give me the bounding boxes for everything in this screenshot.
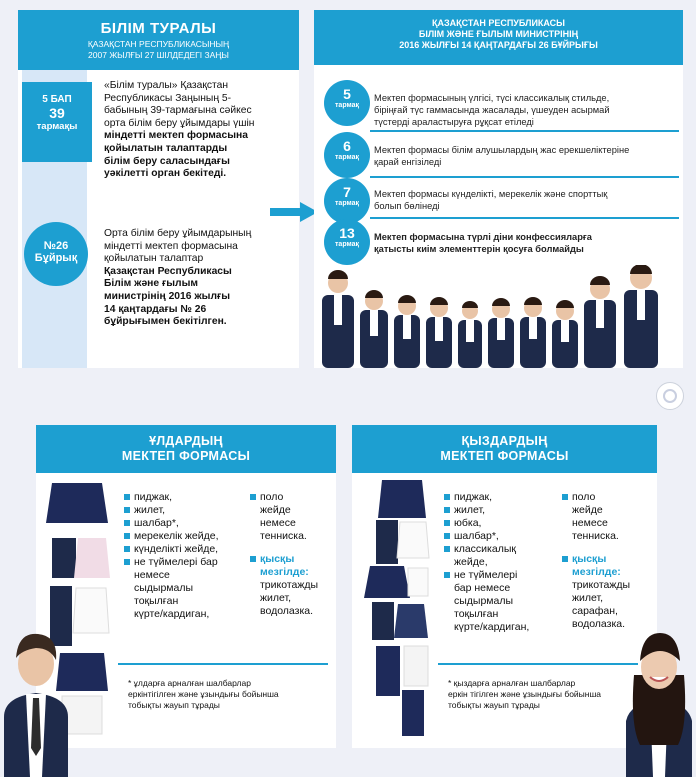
divider (370, 176, 679, 178)
clause-number: 6 (343, 138, 351, 154)
law-card (18, 10, 299, 368)
bold-line: 14 қаңтардағы № 26 (104, 303, 207, 315)
season-list: трикотажды жилет, сарафан, водолазка. (572, 579, 631, 630)
girls-footnote: * қыздарға арналған шалбарлар еркін тігілген және ұзындығы бойынша тобықты жауып тұрады (448, 678, 602, 710)
boy-portrait (0, 628, 72, 777)
text-line: қарай енгізіледі (374, 157, 442, 167)
clause-text (374, 144, 674, 168)
text-line: болып бөлінеді (374, 201, 440, 211)
clause-number: 13 (339, 225, 355, 241)
boys-footnote: * ұлдарға арналған шалбарлар еркінтігілген және ұзындығы бойынша тобықты жауып тұрады (128, 678, 279, 710)
list-item: не түймелері бар немесе сыдырмалы тоқылған күрте/кардиган, (444, 569, 529, 634)
text-line: міндетті мектеп формасына (104, 240, 238, 252)
text-line: Республикасы Заңының 5- (104, 92, 232, 104)
chapter-badge (22, 82, 92, 162)
divider (370, 130, 679, 132)
bold-line: министрінің 2016 жылғы (104, 290, 231, 302)
list-item: шалбар*, (124, 517, 219, 530)
text-line: Мектеп формасына түрлі діни конфессияларға (374, 232, 592, 242)
text-line: Мектеп формасы білім алушылардың жас ерекшеліктеріне (374, 145, 630, 155)
list-item: мерекелік жейде, (124, 530, 219, 543)
bold-line: қойылатын талаптарды (104, 142, 228, 154)
order-header-1: ҚАЗАҚСТАН РЕСПУБЛИКАСЫ (431, 18, 565, 28)
boys-uniform-card (36, 425, 336, 748)
dots-icon (657, 383, 683, 409)
law-paragraph-1 (104, 80, 289, 181)
order-card-header (314, 10, 683, 65)
bold-line: білім беру саласындағы (104, 155, 230, 167)
list-item: поло жейде немесе тенниска. (250, 491, 318, 543)
text-line: «Білім туралы» Қазақстан (104, 80, 229, 91)
clause-text (374, 92, 674, 128)
law-card-subtitle-2: 2007 ЖЫЛҒЫ 27 ШІЛДЕДЕГІ ЗАҢЫ (88, 50, 229, 60)
clause-number: 7 (343, 184, 351, 200)
students-photo (318, 265, 678, 368)
season-label: қысқы мезгілде: (562, 553, 630, 579)
order-header-3: 2016 ЖЫЛҒЫ 14 ҚАҢТАРДАҒЫ 26 БҰЙРЫҒЫ (399, 40, 598, 50)
girls-main-list (444, 491, 529, 634)
girls-uniform-card (352, 425, 657, 748)
list-item: юбка, (444, 517, 529, 530)
clause-word: тармақ (335, 102, 359, 109)
divider (438, 663, 638, 665)
clause-badge (324, 178, 370, 224)
text-line: Мектеп формасы күнделікті, мерекелік және спорттық (374, 189, 608, 199)
bold-line: уәкілетті орган бекітеді. (104, 168, 227, 180)
law-card-subtitle-1: ҚАЗАҚСТАН РЕСПУБЛИКАСЫНЫҢ (87, 39, 230, 49)
list-item: пиджак, (124, 491, 219, 504)
girls-title-1: ҚЫЗДАРДЫҢ (461, 434, 548, 448)
order-word: Бұйрық (34, 252, 78, 264)
chapter-label: 5 БАП (42, 94, 72, 105)
law-card-header (18, 10, 299, 70)
order-number: №26 (43, 240, 69, 252)
clause-badge (324, 80, 370, 126)
chapter-number: 39 (49, 105, 65, 121)
text-line: біріңғай түс гаммасында жасалады, үшеуден асырмай (374, 105, 610, 115)
season-label: қысқы мезгілде: (250, 553, 318, 579)
season-list: трикотажды жилет, водолазка. (260, 579, 319, 617)
list-item: күнделікті жейде, (124, 543, 219, 556)
clause-number: 5 (343, 86, 351, 102)
carousel-next-button[interactable] (656, 382, 684, 410)
order-card (314, 10, 683, 368)
divider (370, 217, 679, 219)
clause-word: тармақ (335, 200, 359, 207)
text-line: Мектеп формасының үлгісі, түсі классикалық стильде, (374, 93, 610, 103)
bold-line: Білім және ғылым (104, 278, 199, 290)
bold-line: міндетті мектеп формасына (104, 130, 248, 142)
girls-card-header (352, 425, 657, 473)
chapter-word: тармақы (36, 121, 78, 132)
text-line: Орта білім беру ұйымдарының (104, 228, 252, 239)
text-line: қойылатын талаптар (104, 253, 204, 265)
clause-word: тармақ (335, 241, 359, 248)
list-item: жилет, (124, 504, 219, 517)
bold-line: Қазақстан Республикасы (104, 265, 232, 277)
clause-text (374, 231, 674, 255)
girls-side-list (562, 491, 630, 631)
text-line: түстерді араластыруға рұқсат етіледі (374, 117, 534, 127)
list-item: не түймелері бар немесе сыдырмалы тоқылған күрте/кардиган, (124, 556, 219, 621)
list-item: классикалық жейде, (444, 543, 529, 569)
divider (118, 663, 328, 665)
order-badge (24, 222, 88, 286)
girl-portrait (622, 625, 696, 777)
bold-line: бұйрығымен бекітілген. (104, 316, 227, 328)
boys-side-list (250, 491, 318, 618)
girls-clothes-image (362, 478, 432, 738)
boys-title-1: ҰЛДАРДЫҢ (149, 434, 223, 448)
clause-badge (324, 132, 370, 178)
clause-text (374, 188, 674, 212)
text-line: бабының 39-тармағына сәйкес (104, 105, 252, 117)
list-item: жилет, (444, 504, 529, 517)
list-item: поло жейде немесе тенниска. (562, 491, 630, 543)
arrow-right-icon (270, 202, 318, 222)
boys-main-list (124, 491, 219, 621)
law-card-title: БІЛІМ ТУРАЛЫ (100, 20, 217, 37)
boys-card-header (36, 425, 336, 473)
text-line: орта білім беру ұйымдары үшін (104, 117, 255, 129)
girls-title-2: МЕКТЕП ФОРМАСЫ (440, 449, 569, 463)
order-header-2: БІЛІМ ЖӘНЕ ҒЫЛЫМ МИНИСТРІНІҢ (418, 29, 579, 39)
list-item: пиджак, (444, 491, 529, 504)
law-paragraph-2 (104, 228, 289, 329)
clause-badge (324, 219, 370, 265)
boys-title-2: МЕКТЕП ФОРМАСЫ (121, 449, 251, 463)
text-line: қатысты киім элементтерін қосуға болмайды (374, 244, 584, 254)
clause-word: тармақ (335, 154, 359, 161)
list-item: шалбар*, (444, 530, 529, 543)
